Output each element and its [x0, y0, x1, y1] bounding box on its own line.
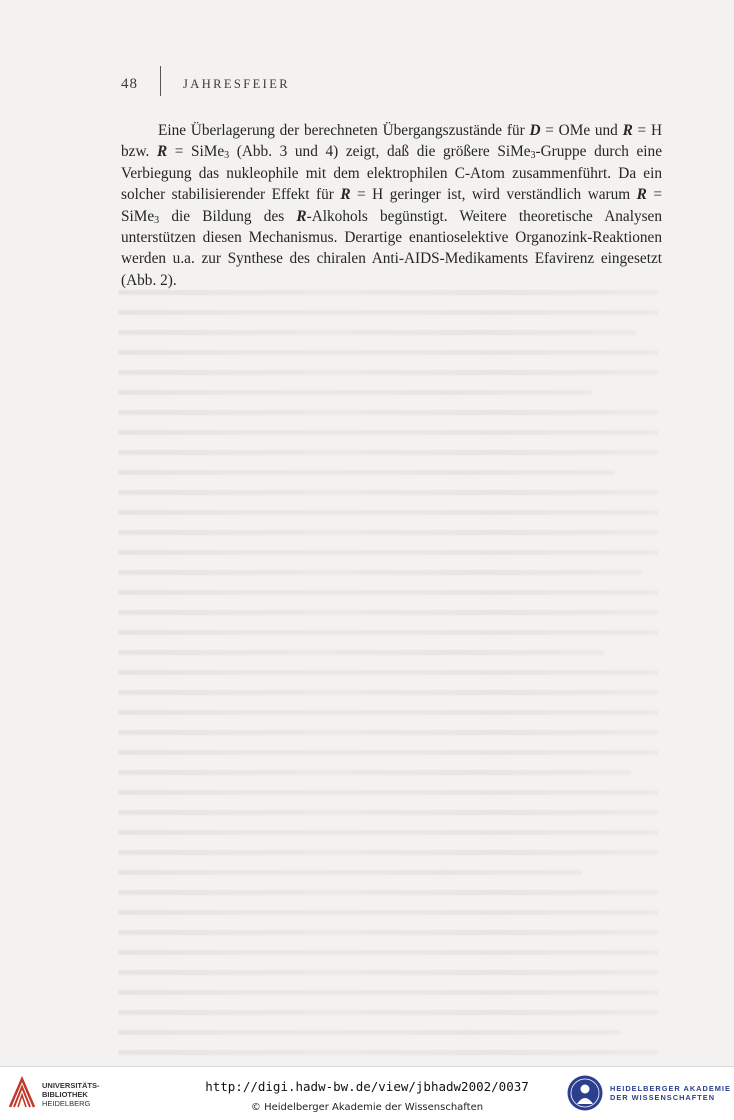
viewer-footer [0, 1066, 734, 1120]
running-head: JAHRESFEIER [183, 77, 290, 91]
page-header [121, 66, 621, 100]
paragraph: Eine Überlagerung der berechneten Übergangszustände für D = OMe und R = H bzw. R = SiMe$_3$ (Abb. 3 und 4) zeigt, daß die größere SiMe$_3$-Gruppe durch eine Verbiegung das nukleophile mit dem elektrophilen C-Atom zusammenführt. Da ein solcher stabilisierender Effekt für R = H geringer ist, wird verständlich warum R = SiMe$_3$ die Bildung des R-Alkohols begünstigt. Weitere theoretische Analysen unterstützen diesen Mechanismus. Derartige enantioselektive Organozink-Reaktionen werden u.a. zur Synthese des chiralen Anti-AIDS-Medikaments Efavirenz eingesetzt (Abb. 2). [121, 122, 662, 289]
body-text [121, 120, 662, 291]
copyright-notice: © Heidelberger Akademie der Wissenschaften [250, 1102, 484, 1113]
header-divider [160, 66, 161, 96]
library-name[interactable]: UNIVERSITÄTS- BIBLIOTHEK HEIDELBERG [42, 1081, 100, 1108]
permalink-url[interactable]: http://digi.hadw-bw.de/view/jbhadw2002/0037 [205, 1079, 529, 1094]
page-number: 48 [121, 76, 138, 92]
academy-name[interactable]: HEIDELBERGER AKADEMIE DER WISSENSCHAFTEN [610, 1084, 731, 1102]
show-through-background [118, 290, 658, 990]
academy-seal-icon[interactable] [566, 1074, 604, 1112]
